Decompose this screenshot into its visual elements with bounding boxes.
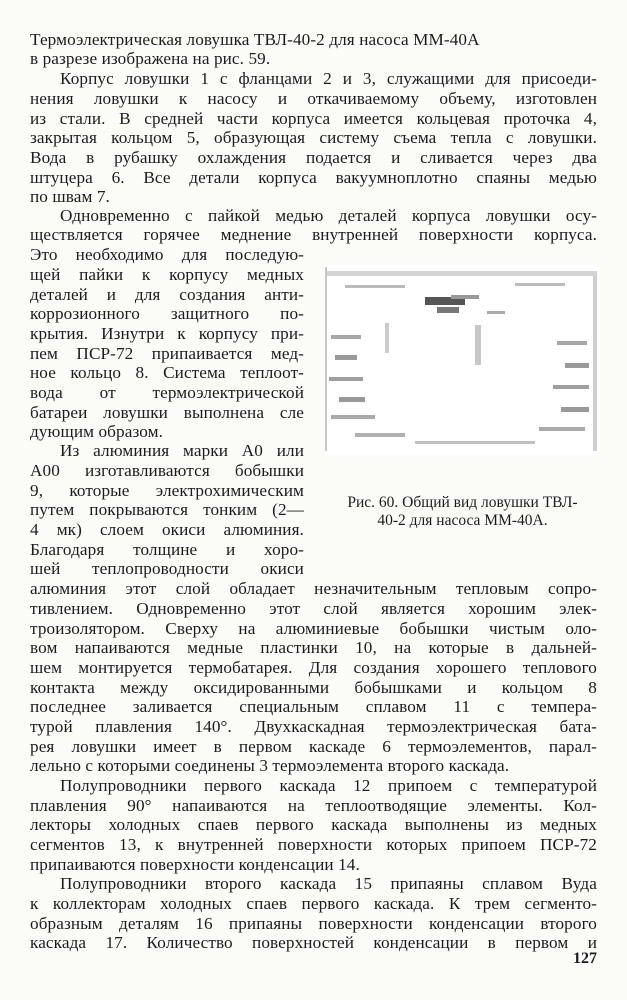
text-line: путем покрываются тонким (2— [30,500,304,519]
text-line: закрытая кольцом 5, образующая систему съема тепла с ловушки. [30,128,597,147]
text-line: Благодаря толщине и хоро- [30,540,304,559]
figure-caption: Рис. 60. Общий вид ловушки ТВЛ- [347,494,578,511]
text-line: пем ПСР-72 припаивается мед- [30,344,304,363]
text-line: лекторы холодных спаев первого каскада выполнены из медных [30,815,597,834]
text-line: нения ловушки к насосу и откачиваемому объему, изготовлен [30,89,597,108]
text-line: Из алюминия марки А0 или [60,441,304,460]
text-line: последнее заливается специальным сплавом 11 с темпера- [30,697,597,716]
text-line: штуцера 6. Все детали корпуса вакуумноплотно спаяны медью [30,168,597,187]
text-line: троизолятором. Сверху на алюминиевые бобышки чистым оло- [30,619,597,638]
text-line: дующим образом. [30,422,163,441]
text-line: плавления 90° напаиваются на теплоотводящие элементы. Кол- [30,796,597,815]
text-line: ществляется горячее меднение внутренней поверхности корпуса. [30,225,597,244]
text-line: Полупроводники первого каскада 12 припоем с температурой [60,776,597,795]
text-line: Вода в рубашку охлаждения подается и сливается через два [30,148,597,167]
text-line: Это необходимо для последую- [30,245,304,264]
text-line: шем монтируется термобатарея. Для создания хорошего теплового [30,658,597,677]
text-line: Полупроводники второго каскада 15 припаяны сплавом Вуда [60,874,597,893]
text-line: Термоэлектрическая ловушка ТВЛ-40-2 для насоса ММ-40А [30,30,480,49]
text-line: из стали. В средней части корпуса имеется кольцевая проточка 4, [30,109,597,128]
text-line: 4 мк) слоем окиси алюминия. [30,520,304,539]
text-line: деталей и для создания анти- [30,285,304,304]
text-line: контакта между оксидированными бобышками и кольцом 8 [30,678,597,697]
page-number: 127 [573,950,597,967]
text-line: по швам 7. [30,187,110,206]
text-line: припаиваются поверхности конденсации 14. [30,855,360,874]
text-line: вода от термоэлектрической [30,383,304,402]
text-line: крытия. Изнутри к корпусу при- [30,324,304,343]
figure-caption: 40-2 для насоса ММ-40А. [377,512,548,529]
text-line: рея ловушки имеет в первом каскаде 6 термоэлементов, парал- [30,737,597,756]
trap-photo [325,265,600,455]
text-line: шей теплопроводности окиси [30,559,304,578]
text-line: вом напаиваются медные пластинки 10, на которые в дальней- [30,638,597,657]
text-line: ное кольцо 8. Система теплоот- [30,363,304,382]
text-line: каскада 17. Количество поверхностей конденсации в первом и [30,933,597,952]
text-line: образным деталям 16 припаяны поверхности конденсации второго [30,914,597,933]
text-line: в разрезе изображена на рис. 59. [30,49,271,68]
halftone-image [325,265,600,455]
text-line: щей пайки к корпусу медных [30,265,304,284]
text-line: коррозионного защитного по- [30,304,304,323]
text-line: батареи ловушки выполнена сле [30,403,304,422]
text-line: сегментов 13, к внутренней поверхности которых припоем ПСР-72 [30,835,597,854]
text-line: алюминия этот слой обладает незначительным тепловым сопро- [30,579,597,598]
text-line: турой плавления 140°. Двухкаскадная термоэлектрическая бата- [30,717,597,736]
text-line: А00 изготавливаются бобышки [30,461,304,480]
text-line: Одновременно с пайкой медью деталей корпуса ловушки осу- [60,206,597,225]
text-line: Корпус ловушки 1 с фланцами 2 и 3, служащими для присоеди- [60,69,597,88]
text-line: к коллекторам холодных спаев первого каскада. К трем сегменто- [30,894,597,913]
text-line: тивлением. Одновременно этот слой является хорошим элек- [30,599,597,618]
text-line: 9, которые электрохимическим [30,481,304,500]
text-line: лельно с которыми соединены 3 термоэлемента второго каскада. [30,756,510,775]
